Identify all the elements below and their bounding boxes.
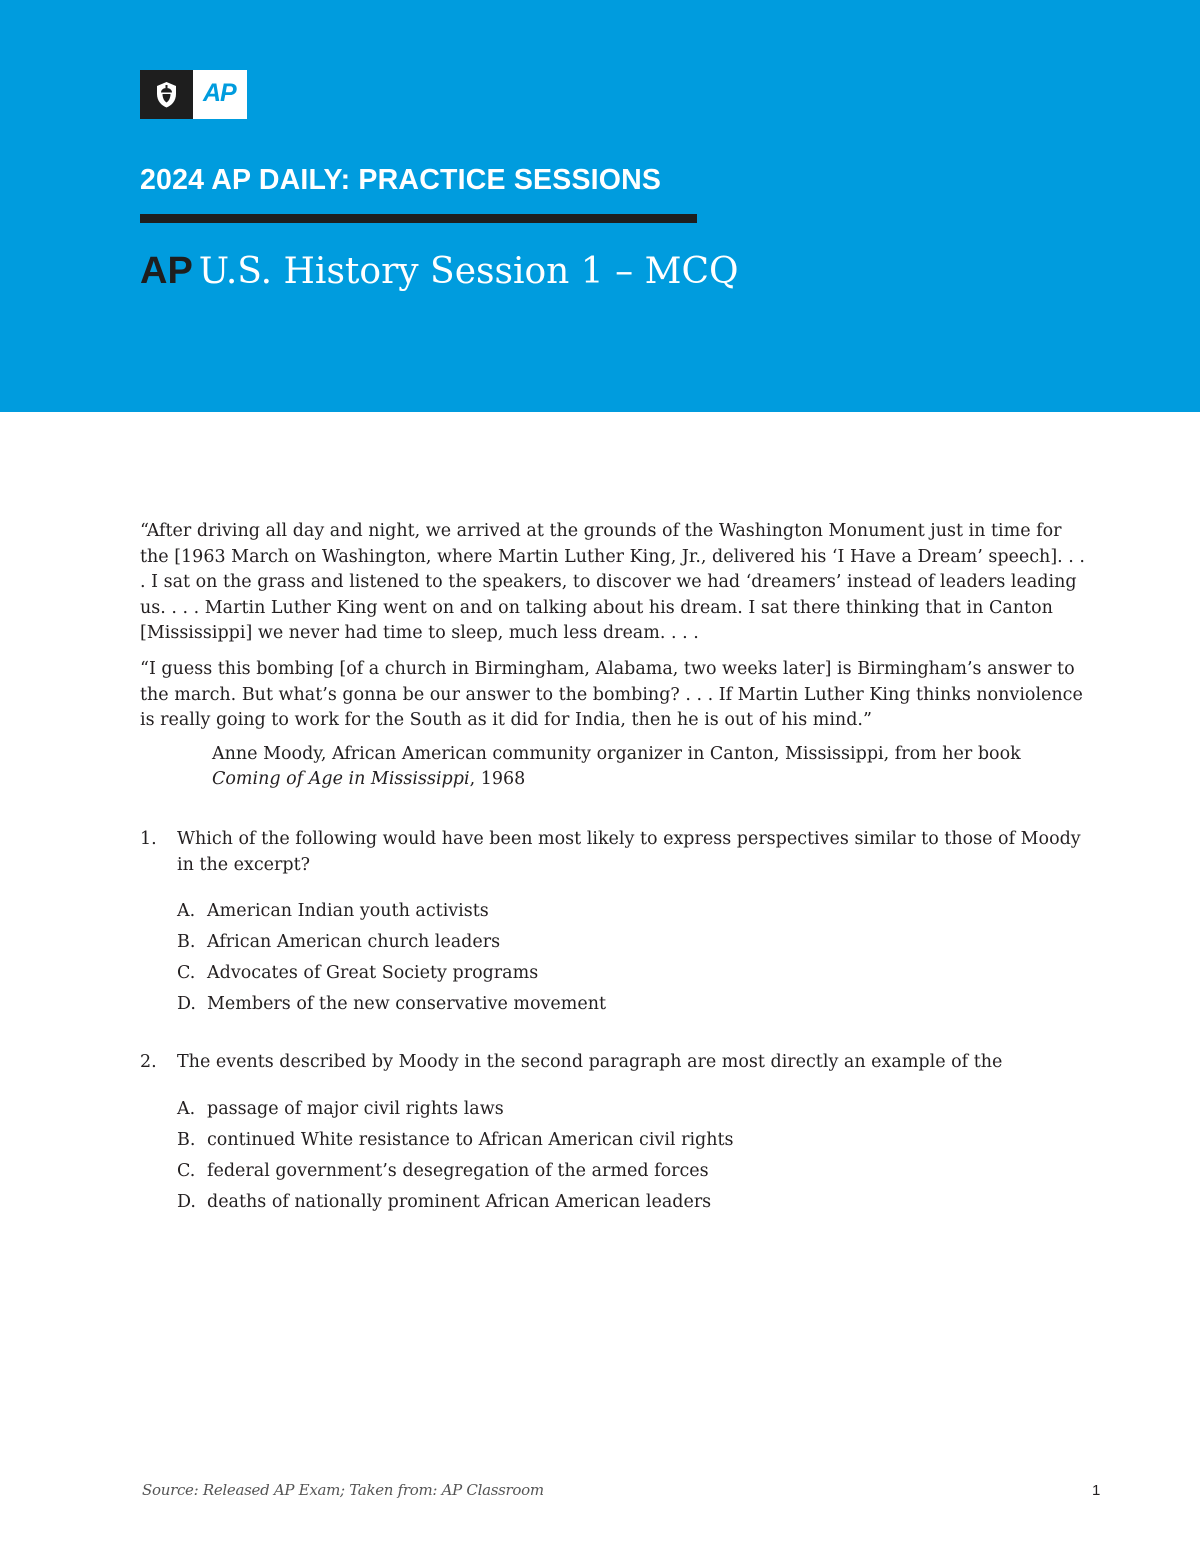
- title-divider: [140, 214, 697, 223]
- page-title-text: U.S. History Session 1 – MCQ: [198, 251, 739, 292]
- acorn-icon: [140, 70, 193, 119]
- option-text: Members of the new conservative movement: [207, 994, 606, 1015]
- answer-option[interactable]: [177, 958, 1090, 989]
- header-banner: [0, 0, 1200, 412]
- question-1: [140, 827, 1090, 878]
- question-1-options: [177, 896, 1090, 1020]
- question-number: 2.: [140, 1052, 157, 1073]
- option-letter: A.: [177, 901, 196, 922]
- page-number: 1: [1092, 1482, 1101, 1499]
- question-2-options: [177, 1094, 1090, 1218]
- excerpt-citation: [212, 742, 1090, 793]
- answer-option[interactable]: [177, 1125, 1090, 1156]
- option-letter: C.: [177, 963, 196, 984]
- option-text: Advocates of Great Society programs: [207, 963, 539, 984]
- option-letter: D.: [177, 994, 196, 1015]
- source-note: Source: Released AP Exam; Taken from: AP Classroom: [142, 1481, 544, 1499]
- excerpt-paragraph-1: “After driving all day and night, we arrived at the grounds of the Washington Monument just in time for the [1963 March on Washington, where Martin Luther King, Jr., delivered his ‘I Have a Dream’ speech]. . . . I sat on the grass and listened to the speakers, to discover we had ‘dreamers’ instead of leaders leading us. . . . Martin Luther King went on and on talking about his dream. I sat there thinking that in Canton [Mississippi] we never had time to sleep, much less dream. . . .: [140, 521, 1085, 644]
- answer-option[interactable]: [177, 1156, 1090, 1187]
- option-text: continued White resistance to African American civil rights: [207, 1129, 734, 1150]
- main-content: [140, 519, 1090, 1218]
- question-2: [140, 1050, 1090, 1076]
- option-letter: C.: [177, 1160, 196, 1181]
- option-text: African American church leaders: [207, 932, 501, 953]
- answer-option[interactable]: [177, 927, 1090, 958]
- answer-option[interactable]: [177, 1187, 1090, 1218]
- ap-logo-text: AP: [193, 70, 247, 119]
- question-number: 1.: [140, 828, 157, 849]
- citation-author: Anne Moody, African American community organizer in Canton, Mississippi, from her book: [212, 743, 1021, 764]
- option-letter: B.: [177, 1129, 196, 1150]
- citation-book: Coming of Age in Mississippi: [212, 769, 470, 790]
- option-letter: D.: [177, 1191, 196, 1212]
- option-text: deaths of nationally prominent African American leaders: [207, 1191, 712, 1212]
- option-letter: A.: [177, 1098, 196, 1119]
- series-title: 2024 AP DAILY: PRACTICE SESSIONS: [140, 164, 662, 196]
- citation-year: , 1968: [469, 769, 526, 790]
- question-text: The events described by Moody in the second paragraph are most directly an example of the: [177, 1052, 1003, 1073]
- answer-option[interactable]: [177, 896, 1090, 927]
- answer-option[interactable]: [177, 1094, 1090, 1125]
- option-text: American Indian youth activists: [207, 901, 489, 922]
- excerpt-paragraph-2: “I guess this bombing [of a church in Birmingham, Alabama, two weeks later] is Birmingham’s answer to the march. But what’s gonna be our answer to the bombing? . . . If Martin Luther King thinks nonviolence is really going to work for the South as it did for India, then he is out of his mind.”: [140, 658, 1083, 731]
- option-text: federal government’s desegregation of the armed forces: [207, 1160, 709, 1181]
- page-title: [140, 250, 739, 293]
- ap-logo: [140, 70, 247, 119]
- question-text: Which of the following would have been most likely to express perspectives similar to those of Moody in the excerpt?: [177, 828, 1081, 875]
- answer-option[interactable]: [177, 989, 1090, 1020]
- page-title-prefix: AP: [140, 250, 193, 292]
- option-text: passage of major civil rights laws: [207, 1098, 504, 1119]
- option-letter: B.: [177, 932, 196, 953]
